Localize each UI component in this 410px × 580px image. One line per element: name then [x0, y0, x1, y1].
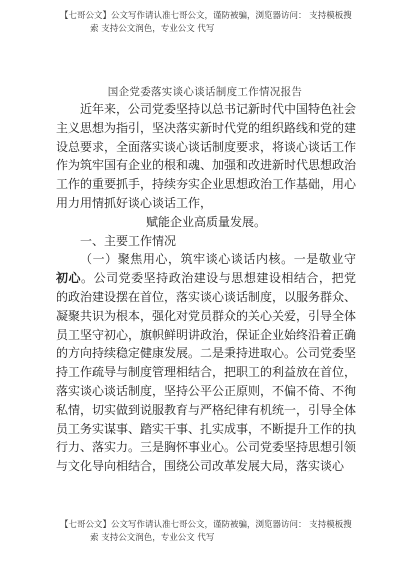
section-heading: 一、主要工作情况 — [80, 233, 177, 248]
item-paragraph — [56, 250, 356, 476]
banner-line: 索 支持公文润色，专业公文 代写 — [90, 533, 215, 543]
document-title: 国企党委落实谈心谈话制度工作情况报告 — [107, 86, 303, 98]
item-lead: （一）聚焦用心，筑牢谈心谈话内核。一是敬业守 — [80, 252, 356, 267]
watermark-banner-bottom — [60, 519, 360, 545]
item-lead-bold: 初心 — [56, 271, 82, 286]
document-body — [56, 100, 356, 476]
intro-paragraph: 近年来，公司党委坚持以总书记新时代中国特色社会主义思想为指引，坚决落实新时代党的组织路线和党的建设总要求，全面落实谈心谈话制度要求，将谈心谈话工作作为筑牢国有企业的根和魂、加强和改进新时代思想政治工作的重要抓手，持续夯实企业思想政治工作基础，用心用力用情抓好谈心谈话工作， — [56, 102, 357, 210]
watermark-banner-top — [60, 10, 360, 36]
banner-line: 索 支持公文润色，专业公文 代写 — [90, 24, 215, 34]
banner-line: 【七哥公文】公文写作请认准七哥公文，谨防被骗，浏览器访问： 支持模板搜 — [60, 520, 352, 530]
banner-line: 【七哥公文】公文写作请认准七哥公文，谨防被骗，浏览器访问： 支持模板搜 — [60, 11, 352, 21]
item-lead-end: 。 — [81, 271, 94, 286]
item-body: 公司党委坚持政治建设与思想建设相结合，把党的政治建设摆在首位，落实谈心谈话制度，以服务群众、凝聚共识为根本，强化对党员群众的关心关爱，引导全体员工坚守初心，旗帜鲜明讲政治，保证企业始终沿着正确的方向持续稳定健康发展。二是秉持进取心。公司党委坚持工作疏导与制度管理相结合，把职工的利益放在首位，落实谈心谈话制度，坚持公平公正原则，不偏不倚、不徇私情，切实做到说服教育与严格纪律有机统一，引导全体员工务实谋事、踏实干事、扎实成事，不断提升工作的执行力、落实力。三是胸怀事业心。公司党委坚持思想引领与文化导向相结合，围绕公司改革发展大局，落实谈心 — [56, 271, 357, 474]
intro-last-line: 赋能企业高质量发展。 — [145, 214, 266, 229]
